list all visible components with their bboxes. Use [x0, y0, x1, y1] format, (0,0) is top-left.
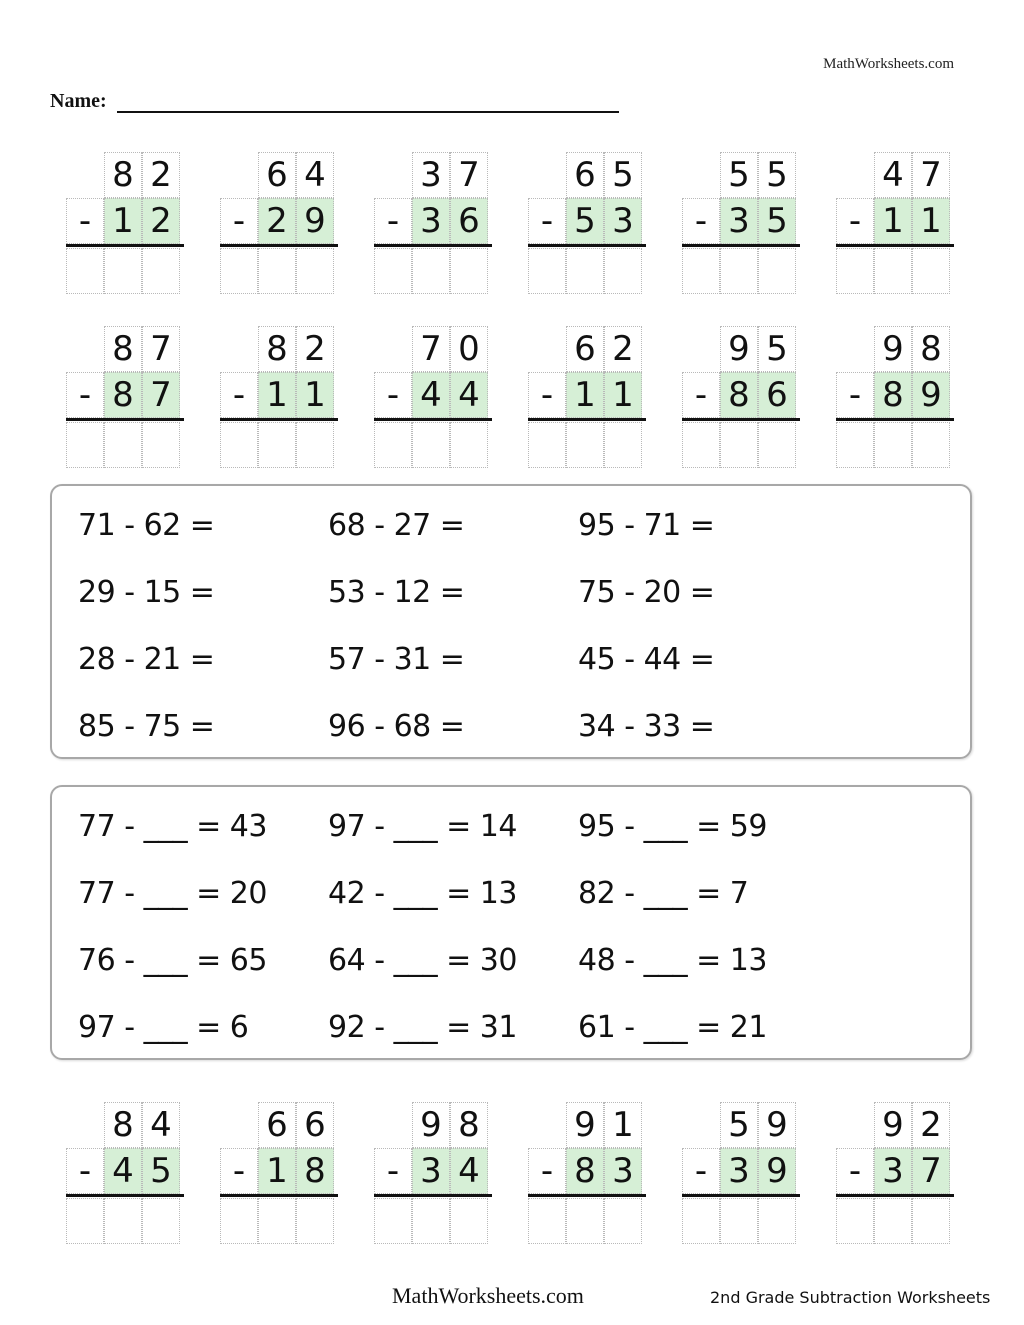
answer-line — [374, 244, 492, 247]
subtrahend-digit: 9 — [758, 1148, 796, 1194]
minuend-digit: 5 — [604, 152, 642, 198]
missing-number-box — [50, 785, 972, 1060]
answer-cell — [682, 422, 720, 468]
minuend-digit: 7 — [412, 326, 450, 372]
horizontal-problems-box — [50, 484, 972, 759]
minuend-digit: 9 — [720, 326, 758, 372]
empty-cell — [528, 326, 566, 372]
answer-line — [220, 1194, 338, 1197]
subtrahend-digit: 8 — [566, 1148, 604, 1194]
minuend-digit: 5 — [720, 152, 758, 198]
answer-cell — [66, 1198, 104, 1244]
answer-cell — [450, 248, 488, 294]
missing-number-problem: 77 - ___ = 43 — [78, 809, 267, 844]
answer-cell — [104, 422, 142, 468]
minus-sign: - — [220, 1148, 258, 1194]
subtrahend-digit: 2 — [258, 198, 296, 244]
minuend-digit: 9 — [566, 1102, 604, 1148]
vertical-problem — [66, 1102, 186, 1248]
subtrahend-digit: 5 — [142, 1148, 180, 1194]
subtrahend-digit: 4 — [450, 372, 488, 418]
answer-line — [66, 1194, 184, 1197]
minuend-digit: 4 — [296, 152, 334, 198]
minuend-digit: 2 — [912, 1102, 950, 1148]
subtrahend-digit: 8 — [296, 1148, 334, 1194]
missing-number-problem: 64 - ___ = 30 — [328, 943, 517, 978]
minuend-digit: 9 — [758, 1102, 796, 1148]
answer-cell — [528, 422, 566, 468]
empty-cell — [374, 326, 412, 372]
answer-cell — [836, 248, 874, 294]
answer-cell — [450, 422, 488, 468]
subtrahend-digit: 3 — [412, 198, 450, 244]
missing-number-problem: 48 - ___ = 13 — [578, 943, 767, 978]
answer-cell — [220, 422, 258, 468]
minus-sign: - — [66, 1148, 104, 1194]
answer-line — [836, 244, 954, 247]
subtrahend-digit: 4 — [412, 372, 450, 418]
subtrahend-digit: 4 — [104, 1148, 142, 1194]
missing-number-problem: 92 - ___ = 31 — [328, 1010, 517, 1045]
empty-cell — [682, 152, 720, 198]
answer-line — [66, 418, 184, 421]
answer-cell — [66, 422, 104, 468]
minus-sign: - — [374, 1148, 412, 1194]
subtrahend-digit: 4 — [450, 1148, 488, 1194]
answer-cell — [142, 422, 180, 468]
answer-cell — [682, 248, 720, 294]
answer-cell — [104, 248, 142, 294]
answer-cell — [528, 1198, 566, 1244]
minuend-digit: 8 — [104, 326, 142, 372]
site-header-link: MathWorksheets.com — [823, 56, 954, 72]
subtrahend-digit: 1 — [296, 372, 334, 418]
vertical-problem — [836, 326, 956, 472]
empty-cell — [66, 1102, 104, 1148]
minus-sign: - — [374, 198, 412, 244]
answer-cell — [874, 248, 912, 294]
subtrahend-digit: 7 — [912, 1148, 950, 1194]
answer-cell — [412, 422, 450, 468]
answer-cell — [142, 248, 180, 294]
minuend-digit: 4 — [142, 1102, 180, 1148]
subtrahend-digit: 1 — [104, 198, 142, 244]
minuend-digit: 6 — [296, 1102, 334, 1148]
answer-cell — [566, 1198, 604, 1244]
subtrahend-digit: 8 — [720, 372, 758, 418]
answer-cell — [258, 1198, 296, 1244]
empty-cell — [374, 1102, 412, 1148]
minuend-digit: 8 — [450, 1102, 488, 1148]
missing-number-problem: 97 - ___ = 14 — [328, 809, 517, 844]
answer-cell — [566, 422, 604, 468]
missing-number-problem: 61 - ___ = 21 — [578, 1010, 767, 1045]
minuend-digit: 7 — [912, 152, 950, 198]
empty-cell — [220, 326, 258, 372]
minuend-digit: 7 — [142, 326, 180, 372]
minuend-digit: 6 — [258, 152, 296, 198]
answer-line — [220, 418, 338, 421]
minuend-digit: 5 — [758, 152, 796, 198]
horizontal-problem: 71 - 62 = — [78, 508, 215, 543]
subtrahend-digit: 3 — [604, 198, 642, 244]
answer-cell — [296, 248, 334, 294]
answer-line — [528, 1194, 646, 1197]
minus-sign: - — [528, 1148, 566, 1194]
missing-number-problem: 42 - ___ = 13 — [328, 876, 517, 911]
answer-cell — [412, 1198, 450, 1244]
minus-sign: - — [66, 198, 104, 244]
answer-cell — [412, 248, 450, 294]
minuend-digit: 2 — [604, 326, 642, 372]
name-line — [117, 91, 619, 113]
answer-line — [836, 1194, 954, 1197]
vertical-problems-row-1 — [66, 152, 961, 298]
horizontal-problem: 96 - 68 = — [328, 709, 465, 744]
subtrahend-digit: 6 — [450, 198, 488, 244]
horizontal-problem: 68 - 27 = — [328, 508, 465, 543]
minus-sign: - — [682, 372, 720, 418]
answer-cell — [374, 248, 412, 294]
answer-cell — [912, 1198, 950, 1244]
minus-sign: - — [836, 1148, 874, 1194]
missing-number-problem: 76 - ___ = 65 — [78, 943, 267, 978]
answer-cell — [220, 248, 258, 294]
horizontal-problem: 85 - 75 = — [78, 709, 215, 744]
answer-cell — [836, 422, 874, 468]
empty-cell — [528, 152, 566, 198]
vertical-problem — [836, 1102, 956, 1248]
horizontal-problem: 34 - 33 = — [578, 709, 715, 744]
horizontal-problem: 75 - 20 = — [578, 575, 715, 610]
empty-cell — [528, 1102, 566, 1148]
minus-sign: - — [682, 198, 720, 244]
answer-line — [682, 418, 800, 421]
answer-line — [836, 418, 954, 421]
answer-cell — [836, 1198, 874, 1244]
name-field — [50, 90, 619, 113]
empty-cell — [836, 152, 874, 198]
minus-sign: - — [836, 198, 874, 244]
minuend-digit: 8 — [104, 152, 142, 198]
subtrahend-digit: 3 — [720, 198, 758, 244]
minuend-digit: 5 — [758, 326, 796, 372]
answer-line — [374, 418, 492, 421]
answer-line — [682, 1194, 800, 1197]
missing-number-problem: 77 - ___ = 20 — [78, 876, 267, 911]
answer-cell — [604, 1198, 642, 1244]
vertical-problem — [528, 1102, 648, 1248]
minus-sign: - — [836, 372, 874, 418]
answer-cell — [374, 1198, 412, 1244]
subtrahend-digit: 2 — [142, 198, 180, 244]
horizontal-problem: 29 - 15 = — [78, 575, 215, 610]
answer-cell — [66, 248, 104, 294]
answer-cell — [258, 422, 296, 468]
vertical-problem — [836, 152, 956, 298]
answer-cell — [758, 248, 796, 294]
footer-title: 2nd Grade Subtraction Worksheets — [710, 1288, 991, 1307]
vertical-problem — [528, 326, 648, 472]
horizontal-problem: 53 - 12 = — [328, 575, 465, 610]
answer-cell — [258, 248, 296, 294]
minuend-digit: 8 — [912, 326, 950, 372]
answer-line — [528, 244, 646, 247]
subtrahend-digit: 7 — [142, 372, 180, 418]
vertical-problems-row-3 — [66, 1102, 961, 1248]
minuend-digit: 8 — [258, 326, 296, 372]
answer-cell — [374, 422, 412, 468]
subtrahend-digit: 6 — [758, 372, 796, 418]
minus-sign: - — [220, 198, 258, 244]
subtrahend-digit: 5 — [758, 198, 796, 244]
subtrahend-digit: 1 — [258, 372, 296, 418]
horizontal-problem: 57 - 31 = — [328, 642, 465, 677]
minus-sign: - — [374, 372, 412, 418]
minuend-digit: 5 — [720, 1102, 758, 1148]
answer-cell — [682, 1198, 720, 1244]
vertical-problem — [220, 152, 340, 298]
answer-line — [528, 418, 646, 421]
answer-cell — [220, 1198, 258, 1244]
subtrahend-digit: 8 — [104, 372, 142, 418]
answer-cell — [450, 1198, 488, 1244]
minus-sign: - — [682, 1148, 720, 1194]
subtrahend-digit: 1 — [604, 372, 642, 418]
answer-cell — [604, 422, 642, 468]
minuend-digit: 2 — [296, 326, 334, 372]
name-label: Name: — [50, 90, 107, 112]
empty-cell — [66, 326, 104, 372]
missing-number-problem: 95 - ___ = 59 — [578, 809, 767, 844]
answer-cell — [528, 248, 566, 294]
footer-site: MathWorksheets.com — [392, 1283, 584, 1308]
subtrahend-digit: 3 — [720, 1148, 758, 1194]
answer-cell — [720, 1198, 758, 1244]
vertical-problem — [374, 326, 494, 472]
vertical-problem — [682, 1102, 802, 1248]
vertical-problem — [682, 326, 802, 472]
subtrahend-digit: 5 — [566, 198, 604, 244]
minuend-digit: 6 — [566, 326, 604, 372]
subtrahend-digit: 9 — [296, 198, 334, 244]
empty-cell — [682, 326, 720, 372]
answer-cell — [758, 1198, 796, 1244]
minuend-digit: 9 — [412, 1102, 450, 1148]
empty-cell — [220, 1102, 258, 1148]
empty-cell — [836, 1102, 874, 1148]
minus-sign: - — [528, 372, 566, 418]
answer-cell — [874, 1198, 912, 1244]
subtrahend-digit: 1 — [874, 198, 912, 244]
answer-cell — [720, 248, 758, 294]
minuend-digit: 0 — [450, 326, 488, 372]
minus-sign: - — [220, 372, 258, 418]
missing-number-problem: 82 - ___ = 7 — [578, 876, 749, 911]
answer-cell — [758, 422, 796, 468]
answer-cell — [912, 422, 950, 468]
vertical-problem — [374, 152, 494, 298]
horizontal-problem: 95 - 71 = — [578, 508, 715, 543]
subtrahend-digit: 3 — [412, 1148, 450, 1194]
vertical-problem — [66, 326, 186, 472]
vertical-problem — [374, 1102, 494, 1248]
minuend-digit: 3 — [412, 152, 450, 198]
minuend-digit: 4 — [874, 152, 912, 198]
vertical-problem — [220, 326, 340, 472]
subtrahend-digit: 8 — [874, 372, 912, 418]
answer-cell — [296, 1198, 334, 1244]
minuend-digit: 6 — [258, 1102, 296, 1148]
minus-sign: - — [66, 372, 104, 418]
vertical-problems-row-2 — [66, 326, 961, 472]
answer-cell — [874, 422, 912, 468]
empty-cell — [836, 326, 874, 372]
minus-sign: - — [528, 198, 566, 244]
minuend-digit: 9 — [874, 326, 912, 372]
empty-cell — [220, 152, 258, 198]
answer-cell — [142, 1198, 180, 1244]
empty-cell — [374, 152, 412, 198]
vertical-problem — [220, 1102, 340, 1248]
answer-line — [682, 244, 800, 247]
subtrahend-digit: 1 — [258, 1148, 296, 1194]
answer-cell — [566, 248, 604, 294]
horizontal-problem: 28 - 21 = — [78, 642, 215, 677]
answer-cell — [912, 248, 950, 294]
empty-cell — [66, 152, 104, 198]
empty-cell — [682, 1102, 720, 1148]
minuend-digit: 8 — [104, 1102, 142, 1148]
answer-cell — [720, 422, 758, 468]
answer-cell — [604, 248, 642, 294]
subtrahend-digit: 3 — [604, 1148, 642, 1194]
answer-line — [374, 1194, 492, 1197]
subtrahend-digit: 3 — [874, 1148, 912, 1194]
answer-line — [220, 244, 338, 247]
vertical-problem — [66, 152, 186, 298]
subtrahend-digit: 9 — [912, 372, 950, 418]
vertical-problem — [528, 152, 648, 298]
answer-line — [66, 244, 184, 247]
answer-cell — [296, 422, 334, 468]
answer-cell — [104, 1198, 142, 1244]
horizontal-problem: 45 - 44 = — [578, 642, 715, 677]
minuend-digit: 7 — [450, 152, 488, 198]
minuend-digit: 2 — [142, 152, 180, 198]
missing-number-problem: 97 - ___ = 6 — [78, 1010, 249, 1045]
subtrahend-digit: 1 — [912, 198, 950, 244]
minuend-digit: 6 — [566, 152, 604, 198]
subtrahend-digit: 1 — [566, 372, 604, 418]
minuend-digit: 1 — [604, 1102, 642, 1148]
vertical-problem — [682, 152, 802, 298]
minuend-digit: 9 — [874, 1102, 912, 1148]
